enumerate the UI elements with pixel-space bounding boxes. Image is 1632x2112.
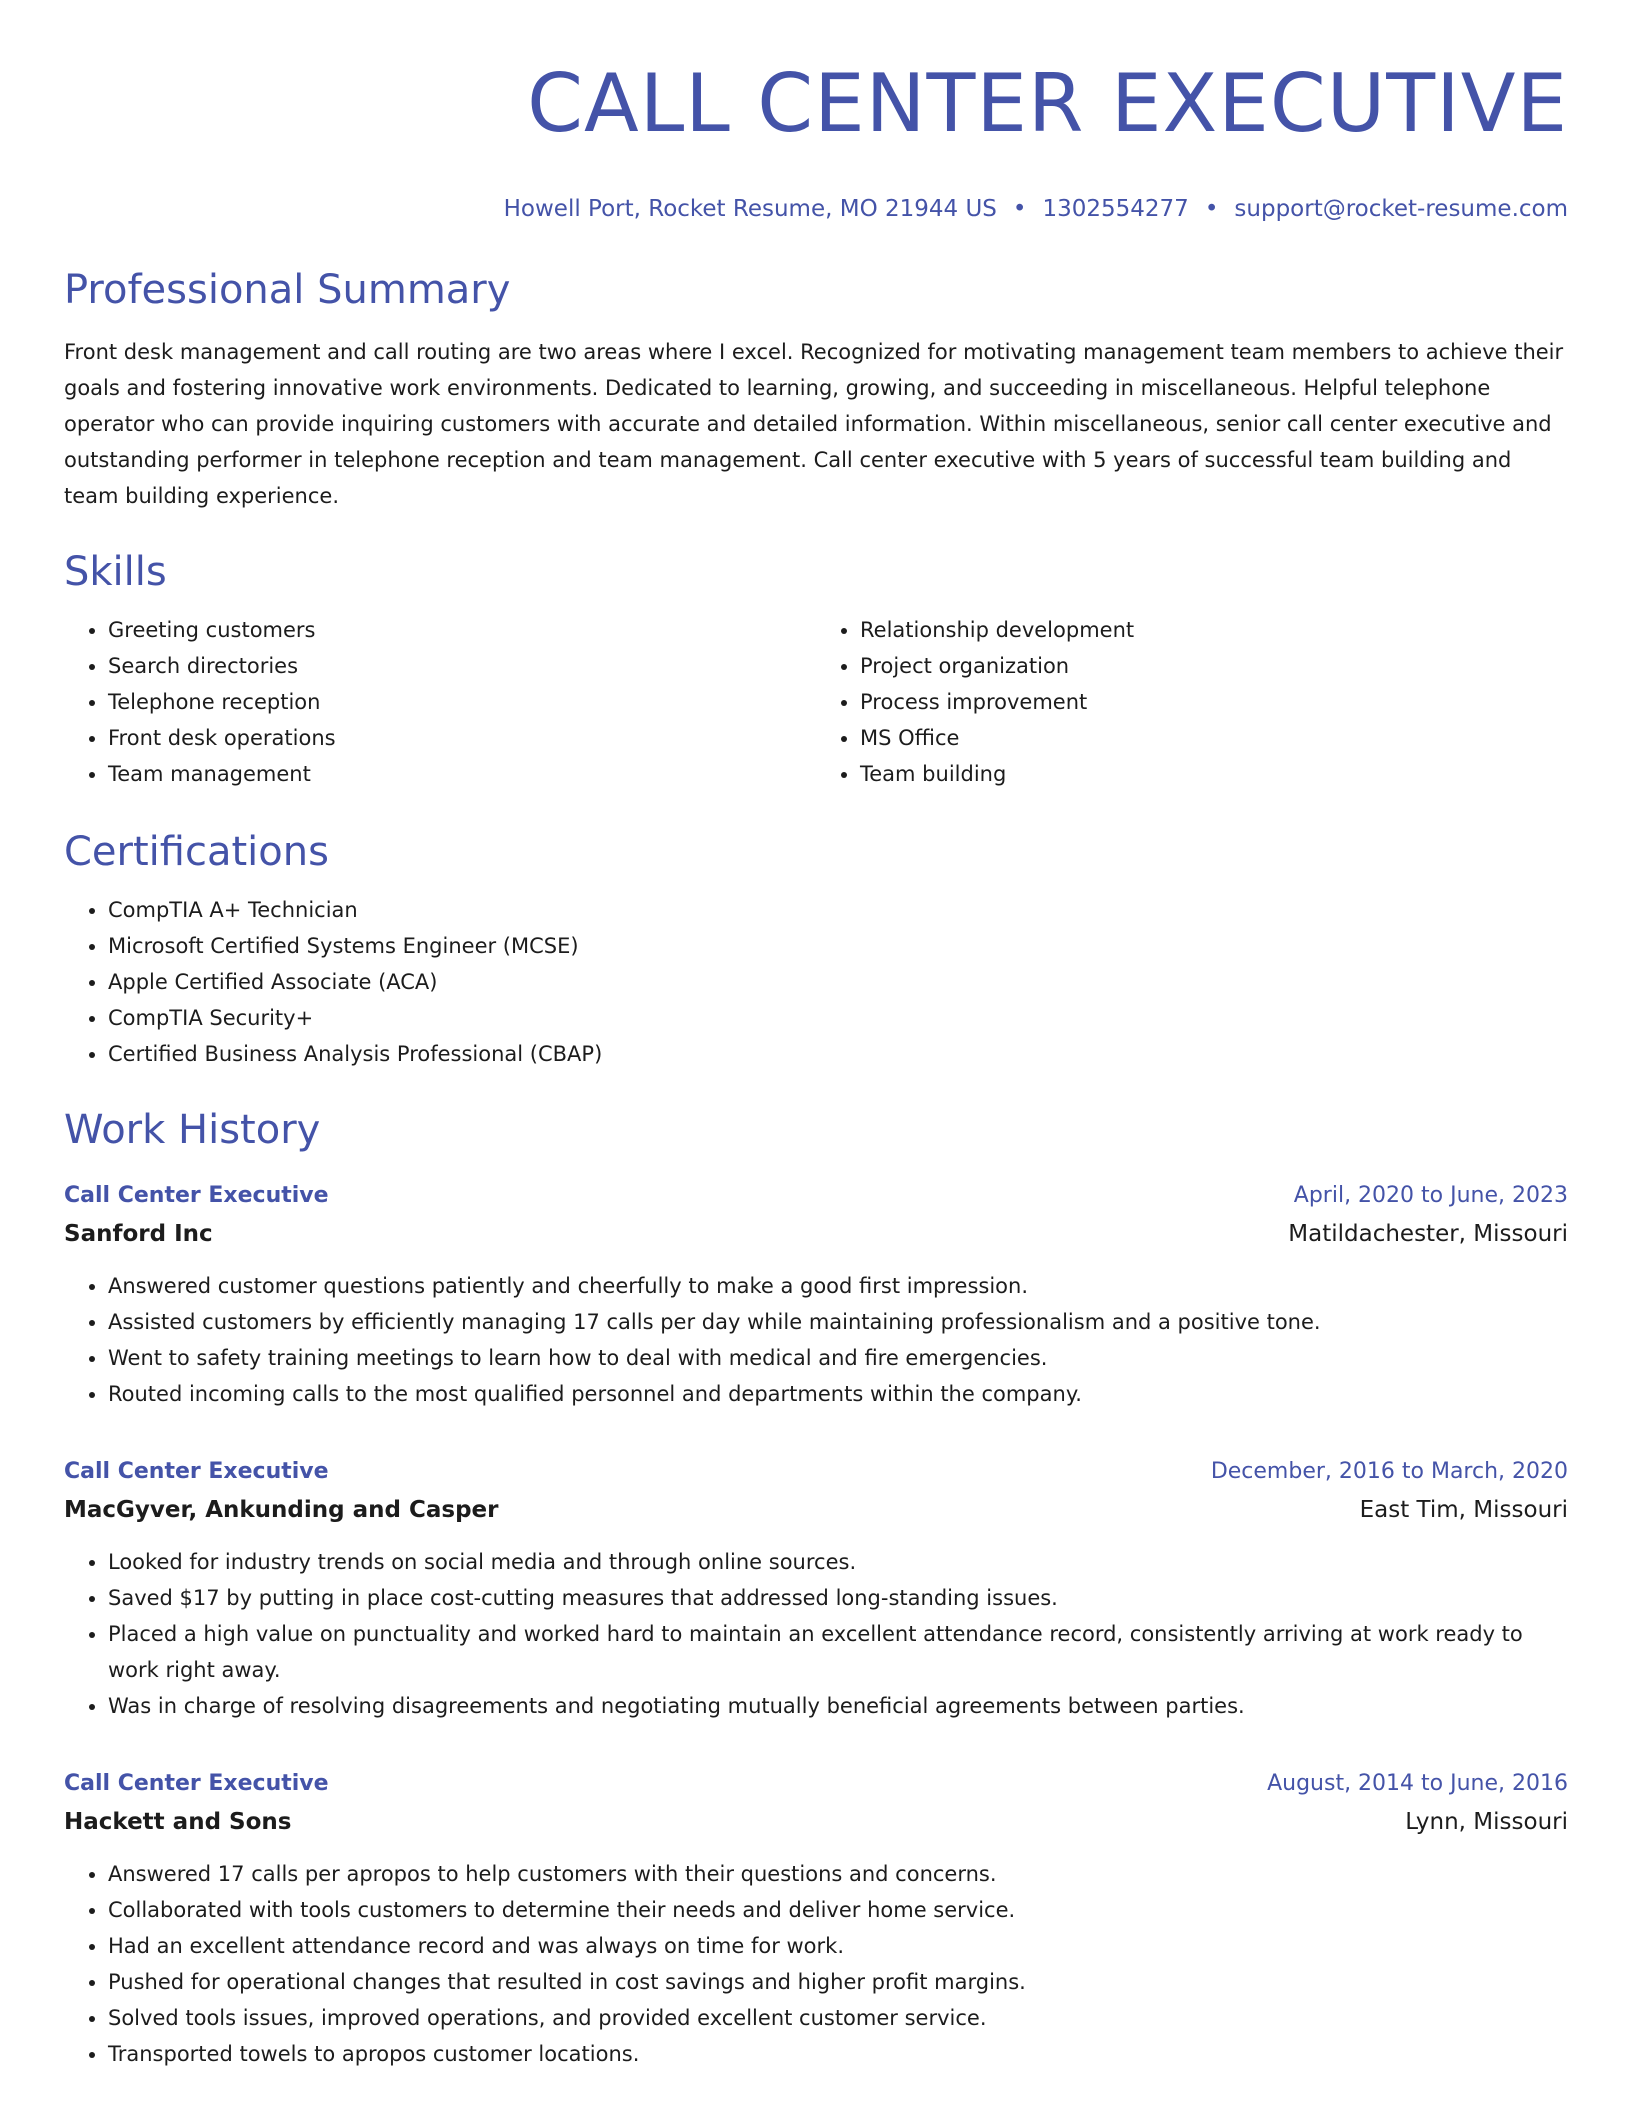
job-bullets (64, 1544, 1568, 1724)
skill-item: • Process improvement (860, 684, 1568, 720)
job-bullet: • Solved tools issues, improved operations, and provided excellent customer service. (108, 2000, 1568, 2036)
job-company: Sanford Inc (64, 1221, 213, 1247)
contact-separator: • (1204, 196, 1219, 222)
skill-item: • Project organization (860, 648, 1568, 684)
skill-item: • Team management (108, 756, 816, 792)
summary-heading: Professional Summary (64, 267, 511, 313)
skills-heading: Skills (64, 549, 167, 595)
certification-item: • Certified Business Analysis Professional (CBAP) (108, 1036, 1568, 1072)
job-bullet: • Answered 17 calls per apropos to help customers with their questions and concerns. (108, 1856, 1568, 1892)
job-bullets (64, 1856, 1568, 2072)
job-location: East Tim, Missouri (1359, 1497, 1568, 1523)
certification-item: • Microsoft Certified Systems Engineer (MCSE) (108, 928, 1568, 964)
certification-item: • CompTIA Security+ (108, 1000, 1568, 1036)
job-entry (64, 1766, 1568, 2072)
job-location: Matildachester, Missouri (1288, 1221, 1568, 1247)
job-dates: April, 2020 to June, 2023 (1293, 1183, 1568, 1208)
job-company: Hackett and Sons (64, 1809, 292, 1835)
skill-item: • Team building (860, 756, 1568, 792)
certifications-heading: Certifications (64, 829, 329, 875)
job-company-row (64, 1490, 1568, 1530)
skills-columns (64, 612, 1568, 792)
skill-item: • Greeting customers (108, 612, 816, 648)
contact-separator: • (1012, 196, 1027, 222)
certifications-list (64, 892, 1568, 1072)
job-title-row (64, 1454, 1568, 1490)
job-location: Lynn, Missouri (1405, 1809, 1568, 1835)
skill-item: • MS Office (860, 720, 1568, 756)
skill-item: • Telephone reception (108, 684, 816, 720)
contact-address: Howell Port, Rocket Resume, MO 21944 US (503, 196, 997, 222)
job-company-row (64, 1214, 1568, 1254)
job-bullet: • Transported towels to apropos customer locations. (108, 2036, 1568, 2072)
skills-list-left (64, 612, 816, 792)
resume-title: CALL CENTER EXECUTIVE (527, 57, 1568, 150)
job-role: Call Center Executive (64, 1183, 329, 1208)
job-dates: December, 2016 to March, 2020 (1210, 1459, 1568, 1484)
job-bullet: • Had an excellent attendance record and was always on time for work. (108, 1928, 1568, 1964)
contact-email[interactable]: support@rocket-resume.com (1234, 196, 1568, 222)
job-bullet: • Assisted customers by efficiently managing 17 calls per day while maintaining professionalism and a positive tone. (108, 1304, 1568, 1340)
job-bullet: • Pushed for operational changes that resulted in cost savings and higher profit margins. (108, 1964, 1568, 2000)
certification-item: • Apple Certified Associate (ACA) (108, 964, 1568, 1000)
job-bullet: • Routed incoming calls to the most qualified personnel and departments within the company. (108, 1376, 1568, 1412)
job-company-row (64, 1802, 1568, 1842)
work-history-heading: Work History (64, 1107, 321, 1153)
job-bullet: • Answered customer questions patiently and cheerfully to make a good first impression. (108, 1268, 1568, 1304)
job-bullet: • Saved $17 by putting in place cost-cutting measures that addressed long-standing issues. (108, 1580, 1568, 1616)
job-bullet: • Looked for industry trends on social media and through online sources. (108, 1544, 1568, 1580)
contact-phone: 1302554277 (1042, 196, 1189, 222)
job-bullets (64, 1268, 1568, 1412)
job-bullet: • Went to safety training meetings to learn how to deal with medical and fire emergencies. (108, 1340, 1568, 1376)
skill-item: • Relationship development (860, 612, 1568, 648)
job-bullet: • Was in charge of resolving disagreements and negotiating mutually beneficial agreements between parties. (108, 1688, 1568, 1724)
job-role: Call Center Executive (64, 1771, 329, 1796)
job-entry (64, 1178, 1568, 1412)
job-title-row (64, 1766, 1568, 1802)
job-entry (64, 1454, 1568, 1724)
job-bullet: • Placed a high value on punctuality and worked hard to maintain an excellent attendance record, consistently arriving at work ready to work right away. (108, 1616, 1568, 1688)
job-bullet: • Collaborated with tools customers to determine their needs and deliver home service. (108, 1892, 1568, 1928)
resume-page (64, 0, 1568, 2072)
skill-item: • Front desk operations (108, 720, 816, 756)
job-company: MacGyver, Ankunding and Casper (64, 1497, 499, 1523)
skills-list-right (816, 612, 1568, 792)
certification-item: • CompTIA A+ Technician (108, 892, 1568, 928)
summary-text: Front desk management and call routing are two areas where I excel. Recognized for motivating management team members to achieve their goals and fostering innovative work environments. Dedicated to learning, growing, and succeeding in miscellaneous. Helpful telephone operator who can provide inquiring customers with accurate and detailed information. Within miscellaneous, senior call center executive and outstanding performer in telephone reception and team management. Call center executive with 5 years of successful team building and team building experience. (64, 340, 1564, 508)
job-role: Call Center Executive (64, 1459, 329, 1484)
job-dates: August, 2014 to June, 2016 (1267, 1771, 1568, 1796)
contact-line (64, 194, 1568, 224)
job-title-row (64, 1178, 1568, 1214)
skill-item: • Search directories (108, 648, 816, 684)
